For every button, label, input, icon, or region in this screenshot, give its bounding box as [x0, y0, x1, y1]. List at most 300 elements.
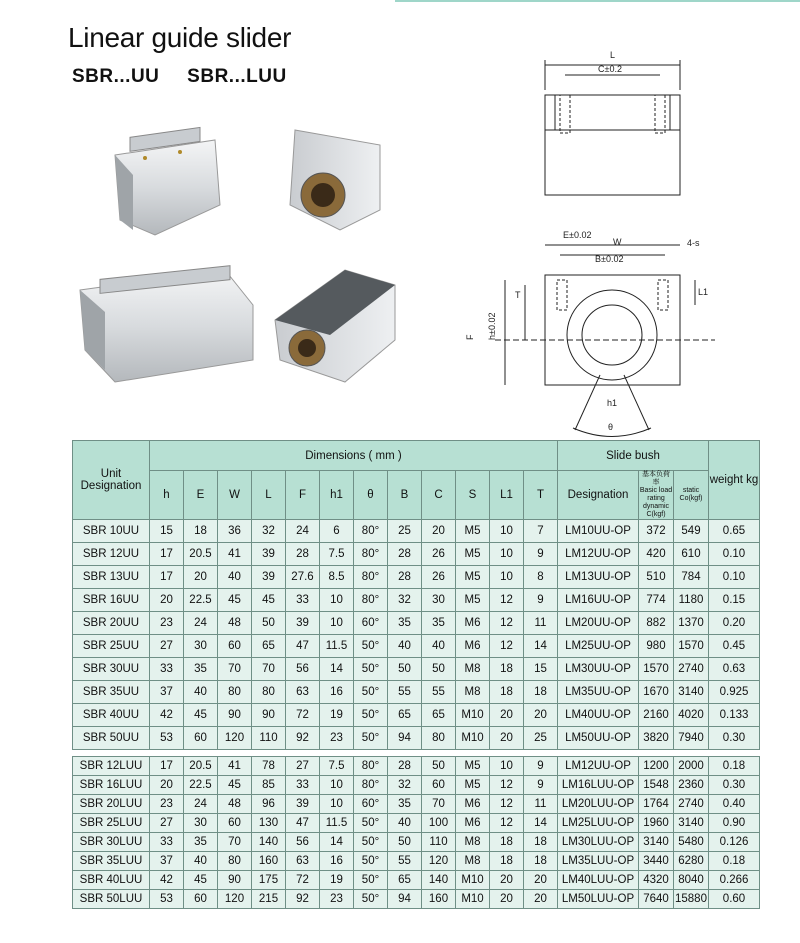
table-cell: 80°	[354, 776, 388, 795]
dim-E-label: E±0.02	[563, 230, 592, 240]
table-cell: 882	[639, 612, 674, 635]
table-cell: LM12UU-OP	[558, 757, 639, 776]
table-cell: 0.266	[709, 871, 760, 890]
table-cell: M6	[456, 612, 490, 635]
top-accent-line	[395, 0, 800, 2]
table-cell: 63	[286, 852, 320, 871]
table-cell: 15	[524, 658, 558, 681]
table-cell: 120	[218, 727, 252, 750]
dim-W-label: W	[613, 237, 622, 247]
table-cell: 100	[422, 814, 456, 833]
table-cell: 20	[422, 520, 456, 543]
table-cell: 1180	[674, 589, 709, 612]
table-cell: 45	[218, 776, 252, 795]
table-cell: 25	[388, 520, 422, 543]
table-cell: 2000	[674, 757, 709, 776]
table-cell: 1960	[639, 814, 674, 833]
table-cell: 0.126	[709, 833, 760, 852]
table-cell: 20	[184, 566, 218, 589]
table-cell: 549	[674, 520, 709, 543]
dynamic-label: dynamic C(kgf)	[642, 503, 670, 518]
table-cell: M8	[456, 852, 490, 871]
table-cell: M5	[456, 776, 490, 795]
table-cell: 96	[252, 795, 286, 814]
sbr-luu-open-photo	[80, 266, 253, 382]
table-cell: LM40LUU-OP	[558, 871, 639, 890]
table-cell: 18	[524, 681, 558, 704]
table-cell: 0.10	[709, 543, 760, 566]
table-cell: M6	[456, 795, 490, 814]
uu-rows	[73, 520, 760, 750]
table-cell: 56	[286, 833, 320, 852]
table-cell: M10	[456, 727, 490, 750]
table-cell: 27	[150, 635, 184, 658]
table-cell: 18	[490, 833, 524, 852]
table-cell: 1670	[639, 681, 674, 704]
table-cell: 50	[252, 612, 286, 635]
col-h1: h1	[320, 471, 354, 520]
table-cell: 80	[218, 681, 252, 704]
table-cell: SBR 12UU	[73, 543, 150, 566]
table-cell: SBR 30UU	[73, 658, 150, 681]
table-cell: 53	[150, 890, 184, 909]
table-cell: 28	[388, 757, 422, 776]
table-cell: 0.45	[709, 635, 760, 658]
table-cell: 20	[490, 871, 524, 890]
table-cell: 72	[286, 704, 320, 727]
table-cell: 50°	[354, 890, 388, 909]
table-row	[73, 852, 760, 871]
table-cell: 20.5	[184, 543, 218, 566]
table-cell: 26	[422, 543, 456, 566]
table-cell: 0.90	[709, 814, 760, 833]
table-cell: 10	[490, 543, 524, 566]
col-theta: θ	[354, 471, 388, 520]
table-cell: 28	[286, 543, 320, 566]
table-cell: 56	[286, 658, 320, 681]
table-cell: 10	[320, 589, 354, 612]
table-cell: 45	[218, 589, 252, 612]
table-cell: 27	[286, 757, 320, 776]
table-cell: M5	[456, 566, 490, 589]
table-cell: 50°	[354, 852, 388, 871]
table-cell: 11.5	[320, 814, 354, 833]
table-cell: 7.5	[320, 543, 354, 566]
table-cell: 1570	[639, 658, 674, 681]
dim-L-label: L	[610, 50, 616, 60]
table-cell: LM40UU-OP	[558, 704, 639, 727]
table-cell: 1764	[639, 795, 674, 814]
table-row	[73, 890, 760, 909]
table-cell: 16	[320, 681, 354, 704]
table-cell: 28	[388, 566, 422, 589]
table-cell: 120	[422, 852, 456, 871]
col-E: E	[184, 471, 218, 520]
table-cell: 30	[422, 589, 456, 612]
table-cell: 85	[252, 776, 286, 795]
table-cell: 12	[490, 814, 524, 833]
table-cell: 140	[422, 871, 456, 890]
table-cell: M5	[456, 543, 490, 566]
dim-B-label: B±0.02	[595, 254, 624, 264]
table-cell: 10	[320, 795, 354, 814]
table-cell: 0.15	[709, 589, 760, 612]
table-row	[73, 833, 760, 852]
table-cell: SBR 50UU	[73, 727, 150, 750]
table-cell: 23	[150, 612, 184, 635]
table-cell: 32	[252, 520, 286, 543]
table-cell: 1570	[674, 635, 709, 658]
table-cell: 10	[490, 566, 524, 589]
sbr-luu-bush-photo	[275, 270, 395, 382]
table-cell: M8	[456, 833, 490, 852]
table-cell: 11	[524, 612, 558, 635]
table-cell: 50°	[354, 871, 388, 890]
table-cell: 27.6	[286, 566, 320, 589]
page-title: Linear guide slider	[68, 22, 292, 53]
table-cell: 20	[524, 871, 558, 890]
dimensions-header: Dimensions ( mm )	[150, 441, 558, 471]
table-cell: SBR 16UU	[73, 589, 150, 612]
table-cell: 17	[150, 543, 184, 566]
table-cell: 20	[524, 704, 558, 727]
table-cell: 53	[150, 727, 184, 750]
table-cell: SBR 30LUU	[73, 833, 150, 852]
table-cell: 130	[252, 814, 286, 833]
sbr-uu-bush-photo	[290, 130, 380, 230]
table-cell: 70	[252, 658, 286, 681]
table-cell: 7.5	[320, 757, 354, 776]
table-cell: 5480	[674, 833, 709, 852]
table-cell: 80°	[354, 566, 388, 589]
table-cell: 18	[490, 681, 524, 704]
table-cell: 11	[524, 795, 558, 814]
table-cell: 7940	[674, 727, 709, 750]
table-cell: 40	[184, 852, 218, 871]
col-F: F	[286, 471, 320, 520]
table-cell: SBR 35UU	[73, 681, 150, 704]
slide-bush-header: Slide bush	[558, 441, 709, 471]
table-cell: 60°	[354, 795, 388, 814]
table-cell: 0.20	[709, 612, 760, 635]
table-cell: 90	[252, 704, 286, 727]
table-cell: 50°	[354, 727, 388, 750]
table-cell: 9	[524, 589, 558, 612]
spec-table	[72, 440, 760, 909]
table-cell: 0.65	[709, 520, 760, 543]
table-cell: 6	[320, 520, 354, 543]
table-cell: LM50UU-OP	[558, 727, 639, 750]
dim-T-label: T	[515, 290, 521, 300]
table-cell: 33	[286, 589, 320, 612]
table-cell: 0.10	[709, 566, 760, 589]
table-row	[73, 776, 760, 795]
col-C: C	[422, 471, 456, 520]
table-cell: 50°	[354, 704, 388, 727]
table-row	[73, 727, 760, 750]
table-cell: SBR 12LUU	[73, 757, 150, 776]
table-cell: 3140	[639, 833, 674, 852]
table-cell: 80°	[354, 520, 388, 543]
table-cell: 25	[524, 727, 558, 750]
col-designation: Designation	[558, 471, 639, 520]
table-cell: LM20UU-OP	[558, 612, 639, 635]
table-cell: 35	[184, 833, 218, 852]
table-cell: 50	[422, 658, 456, 681]
table-row	[73, 795, 760, 814]
table-cell: 20	[490, 727, 524, 750]
col-L1: L1	[490, 471, 524, 520]
table-cell: 420	[639, 543, 674, 566]
table-cell: 41	[218, 757, 252, 776]
table-cell: 18	[524, 833, 558, 852]
table-cell: 37	[150, 681, 184, 704]
table-cell: 90	[218, 871, 252, 890]
table-cell: SBR 20LUU	[73, 795, 150, 814]
table-cell: 12	[490, 635, 524, 658]
table-cell: 39	[252, 543, 286, 566]
table-cell: 65	[422, 704, 456, 727]
table-cell: SBR 25UU	[73, 635, 150, 658]
table-cell: M5	[456, 520, 490, 543]
table-cell: 14	[320, 658, 354, 681]
table-row	[73, 658, 760, 681]
table-cell: 2740	[674, 658, 709, 681]
table-cell: 0.133	[709, 704, 760, 727]
table-cell: 35	[388, 612, 422, 635]
table-cell: 20	[490, 704, 524, 727]
table-cell: SBR 16LUU	[73, 776, 150, 795]
table-cell: 55	[388, 681, 422, 704]
table-cell: 23	[150, 795, 184, 814]
table-cell: 0.30	[709, 727, 760, 750]
table-cell: 30	[184, 635, 218, 658]
table-cell: 10	[490, 757, 524, 776]
static-label: static Co(kgf)	[679, 487, 703, 502]
table-cell: M6	[456, 635, 490, 658]
table-cell: 50	[388, 658, 422, 681]
table-cell: 23	[320, 890, 354, 909]
table-cell: M10	[456, 871, 490, 890]
table-cell: LM25LUU-OP	[558, 814, 639, 833]
table-row	[73, 589, 760, 612]
table-cell: 40	[388, 635, 422, 658]
dim-S-label: 4-s	[687, 238, 700, 248]
table-cell: 160	[422, 890, 456, 909]
table-cell: SBR 10UU	[73, 520, 150, 543]
table-cell: LM10UU-OP	[558, 520, 639, 543]
table-cell: 774	[639, 589, 674, 612]
table-cell: 39	[286, 612, 320, 635]
table-cell: LM30LUU-OP	[558, 833, 639, 852]
table-cell: 18	[524, 852, 558, 871]
table-cell: 14	[320, 833, 354, 852]
table-cell: 50°	[354, 658, 388, 681]
table-cell: 14	[524, 814, 558, 833]
col-L: L	[252, 471, 286, 520]
technical-drawing	[455, 40, 755, 440]
col-dynamic	[639, 471, 674, 520]
table-cell: 10	[320, 612, 354, 635]
table-cell: 19	[320, 704, 354, 727]
table-cell: 784	[674, 566, 709, 589]
table-cell: 10	[490, 520, 524, 543]
table-cell: LM50LUU-OP	[558, 890, 639, 909]
table-cell: SBR 20UU	[73, 612, 150, 635]
table-cell: 4320	[639, 871, 674, 890]
table-cell: 18	[490, 658, 524, 681]
page-subtitle: SBR...UU SBR...LUU	[72, 66, 287, 87]
table-cell: 35	[184, 658, 218, 681]
table-cell: 20.5	[184, 757, 218, 776]
table-cell: 48	[218, 795, 252, 814]
sbr-uu-open-photo	[115, 127, 220, 235]
table-cell: 42	[150, 704, 184, 727]
table-cell: 72	[286, 871, 320, 890]
table-cell: 27	[150, 814, 184, 833]
table-cell: 9	[524, 757, 558, 776]
table-cell: 160	[252, 852, 286, 871]
table-cell: 1200	[639, 757, 674, 776]
product-photos	[75, 120, 405, 400]
table-cell: 0.63	[709, 658, 760, 681]
table-cell: 42	[150, 871, 184, 890]
col-B: B	[388, 471, 422, 520]
table-row	[73, 612, 760, 635]
table-cell: LM30UU-OP	[558, 658, 639, 681]
table-cell: 9	[524, 776, 558, 795]
table-row	[73, 635, 760, 658]
table-cell: 60°	[354, 612, 388, 635]
table-cell: 90	[218, 704, 252, 727]
luu-rows	[73, 757, 760, 909]
table-cell: 45	[252, 589, 286, 612]
table-cell: 60	[184, 890, 218, 909]
table-cell: 39	[286, 795, 320, 814]
dim-C-label: C±0.2	[598, 64, 622, 74]
table-cell: 80	[422, 727, 456, 750]
table-cell: 20	[150, 589, 184, 612]
table-cell: 60	[218, 635, 252, 658]
table-cell: 70	[422, 795, 456, 814]
table-cell: M10	[456, 890, 490, 909]
table-cell: LM16UU-OP	[558, 589, 639, 612]
table-cell: 55	[422, 681, 456, 704]
table-row	[73, 814, 760, 833]
table-cell: 60	[184, 727, 218, 750]
table-row	[73, 566, 760, 589]
table-cell: 50°	[354, 833, 388, 852]
dim-h-label: h±0.02	[487, 312, 497, 340]
col-h: h	[150, 471, 184, 520]
table-cell: 0.18	[709, 852, 760, 871]
table-cell: 30	[184, 814, 218, 833]
table-cell: 12	[490, 612, 524, 635]
table-cell: M6	[456, 814, 490, 833]
table-cell: 15880	[674, 890, 709, 909]
table-cell: 0.40	[709, 795, 760, 814]
table-cell: 110	[422, 833, 456, 852]
table-cell: 78	[252, 757, 286, 776]
table-cell: 16	[320, 852, 354, 871]
table-cell: 0.60	[709, 890, 760, 909]
table-cell: 372	[639, 520, 674, 543]
table-cell: 0.30	[709, 776, 760, 795]
table-cell: 94	[388, 890, 422, 909]
table-cell: M5	[456, 589, 490, 612]
table-cell: 3820	[639, 727, 674, 750]
table-cell: 12	[490, 795, 524, 814]
col-T: T	[524, 471, 558, 520]
table-cell: 8	[524, 566, 558, 589]
table-row	[73, 704, 760, 727]
table-row	[73, 520, 760, 543]
table-cell: SBR 25LUU	[73, 814, 150, 833]
table-cell: 3140	[674, 814, 709, 833]
table-cell: 3440	[639, 852, 674, 871]
table-cell: 65	[388, 704, 422, 727]
table-cell: 22.5	[184, 589, 218, 612]
table-cell: M10	[456, 704, 490, 727]
table-cell: 50°	[354, 681, 388, 704]
table-cell: 32	[388, 589, 422, 612]
table-cell: 980	[639, 635, 674, 658]
table-cell: SBR 50LUU	[73, 890, 150, 909]
table-cell: 40	[218, 566, 252, 589]
table-cell: 8040	[674, 871, 709, 890]
dim-L1-label: L1	[698, 287, 709, 297]
table-cell: 92	[286, 890, 320, 909]
table-cell: 17	[150, 757, 184, 776]
table-cell: 610	[674, 543, 709, 566]
table-cell: 140	[252, 833, 286, 852]
dim-theta-label: θ	[608, 422, 614, 432]
table-cell: 19	[320, 871, 354, 890]
table-row	[73, 681, 760, 704]
table-cell: 2740	[674, 795, 709, 814]
table-cell: LM35UU-OP	[558, 681, 639, 704]
table-cell: 94	[388, 727, 422, 750]
table-cell: 55	[388, 852, 422, 871]
table-cell: 12	[490, 776, 524, 795]
table-cell: 60	[422, 776, 456, 795]
table-cell: SBR 40UU	[73, 704, 150, 727]
table-cell: 20	[524, 890, 558, 909]
table-cell: 33	[150, 658, 184, 681]
table-cell: 215	[252, 890, 286, 909]
table-cell: 22.5	[184, 776, 218, 795]
table-cell: 23	[320, 727, 354, 750]
table-cell: 65	[252, 635, 286, 658]
table-cell: 33	[286, 776, 320, 795]
table-cell: M5	[456, 757, 490, 776]
table-cell: 0.18	[709, 757, 760, 776]
table-cell: 14	[524, 635, 558, 658]
table-cell: 20	[150, 776, 184, 795]
table-cell: 70	[218, 833, 252, 852]
dim-h1-label: h1	[607, 398, 618, 408]
table-cell: LM12UU-OP	[558, 543, 639, 566]
table-cell: LM25UU-OP	[558, 635, 639, 658]
table-cell: 28	[388, 543, 422, 566]
table-cell: 92	[286, 727, 320, 750]
col-W: W	[218, 471, 252, 520]
table-cell: 47	[286, 814, 320, 833]
col-static	[674, 471, 709, 520]
basic-load-cn-label: 基本负荷率	[642, 471, 670, 486]
table-cell: 41	[218, 543, 252, 566]
table-cell: 17	[150, 566, 184, 589]
